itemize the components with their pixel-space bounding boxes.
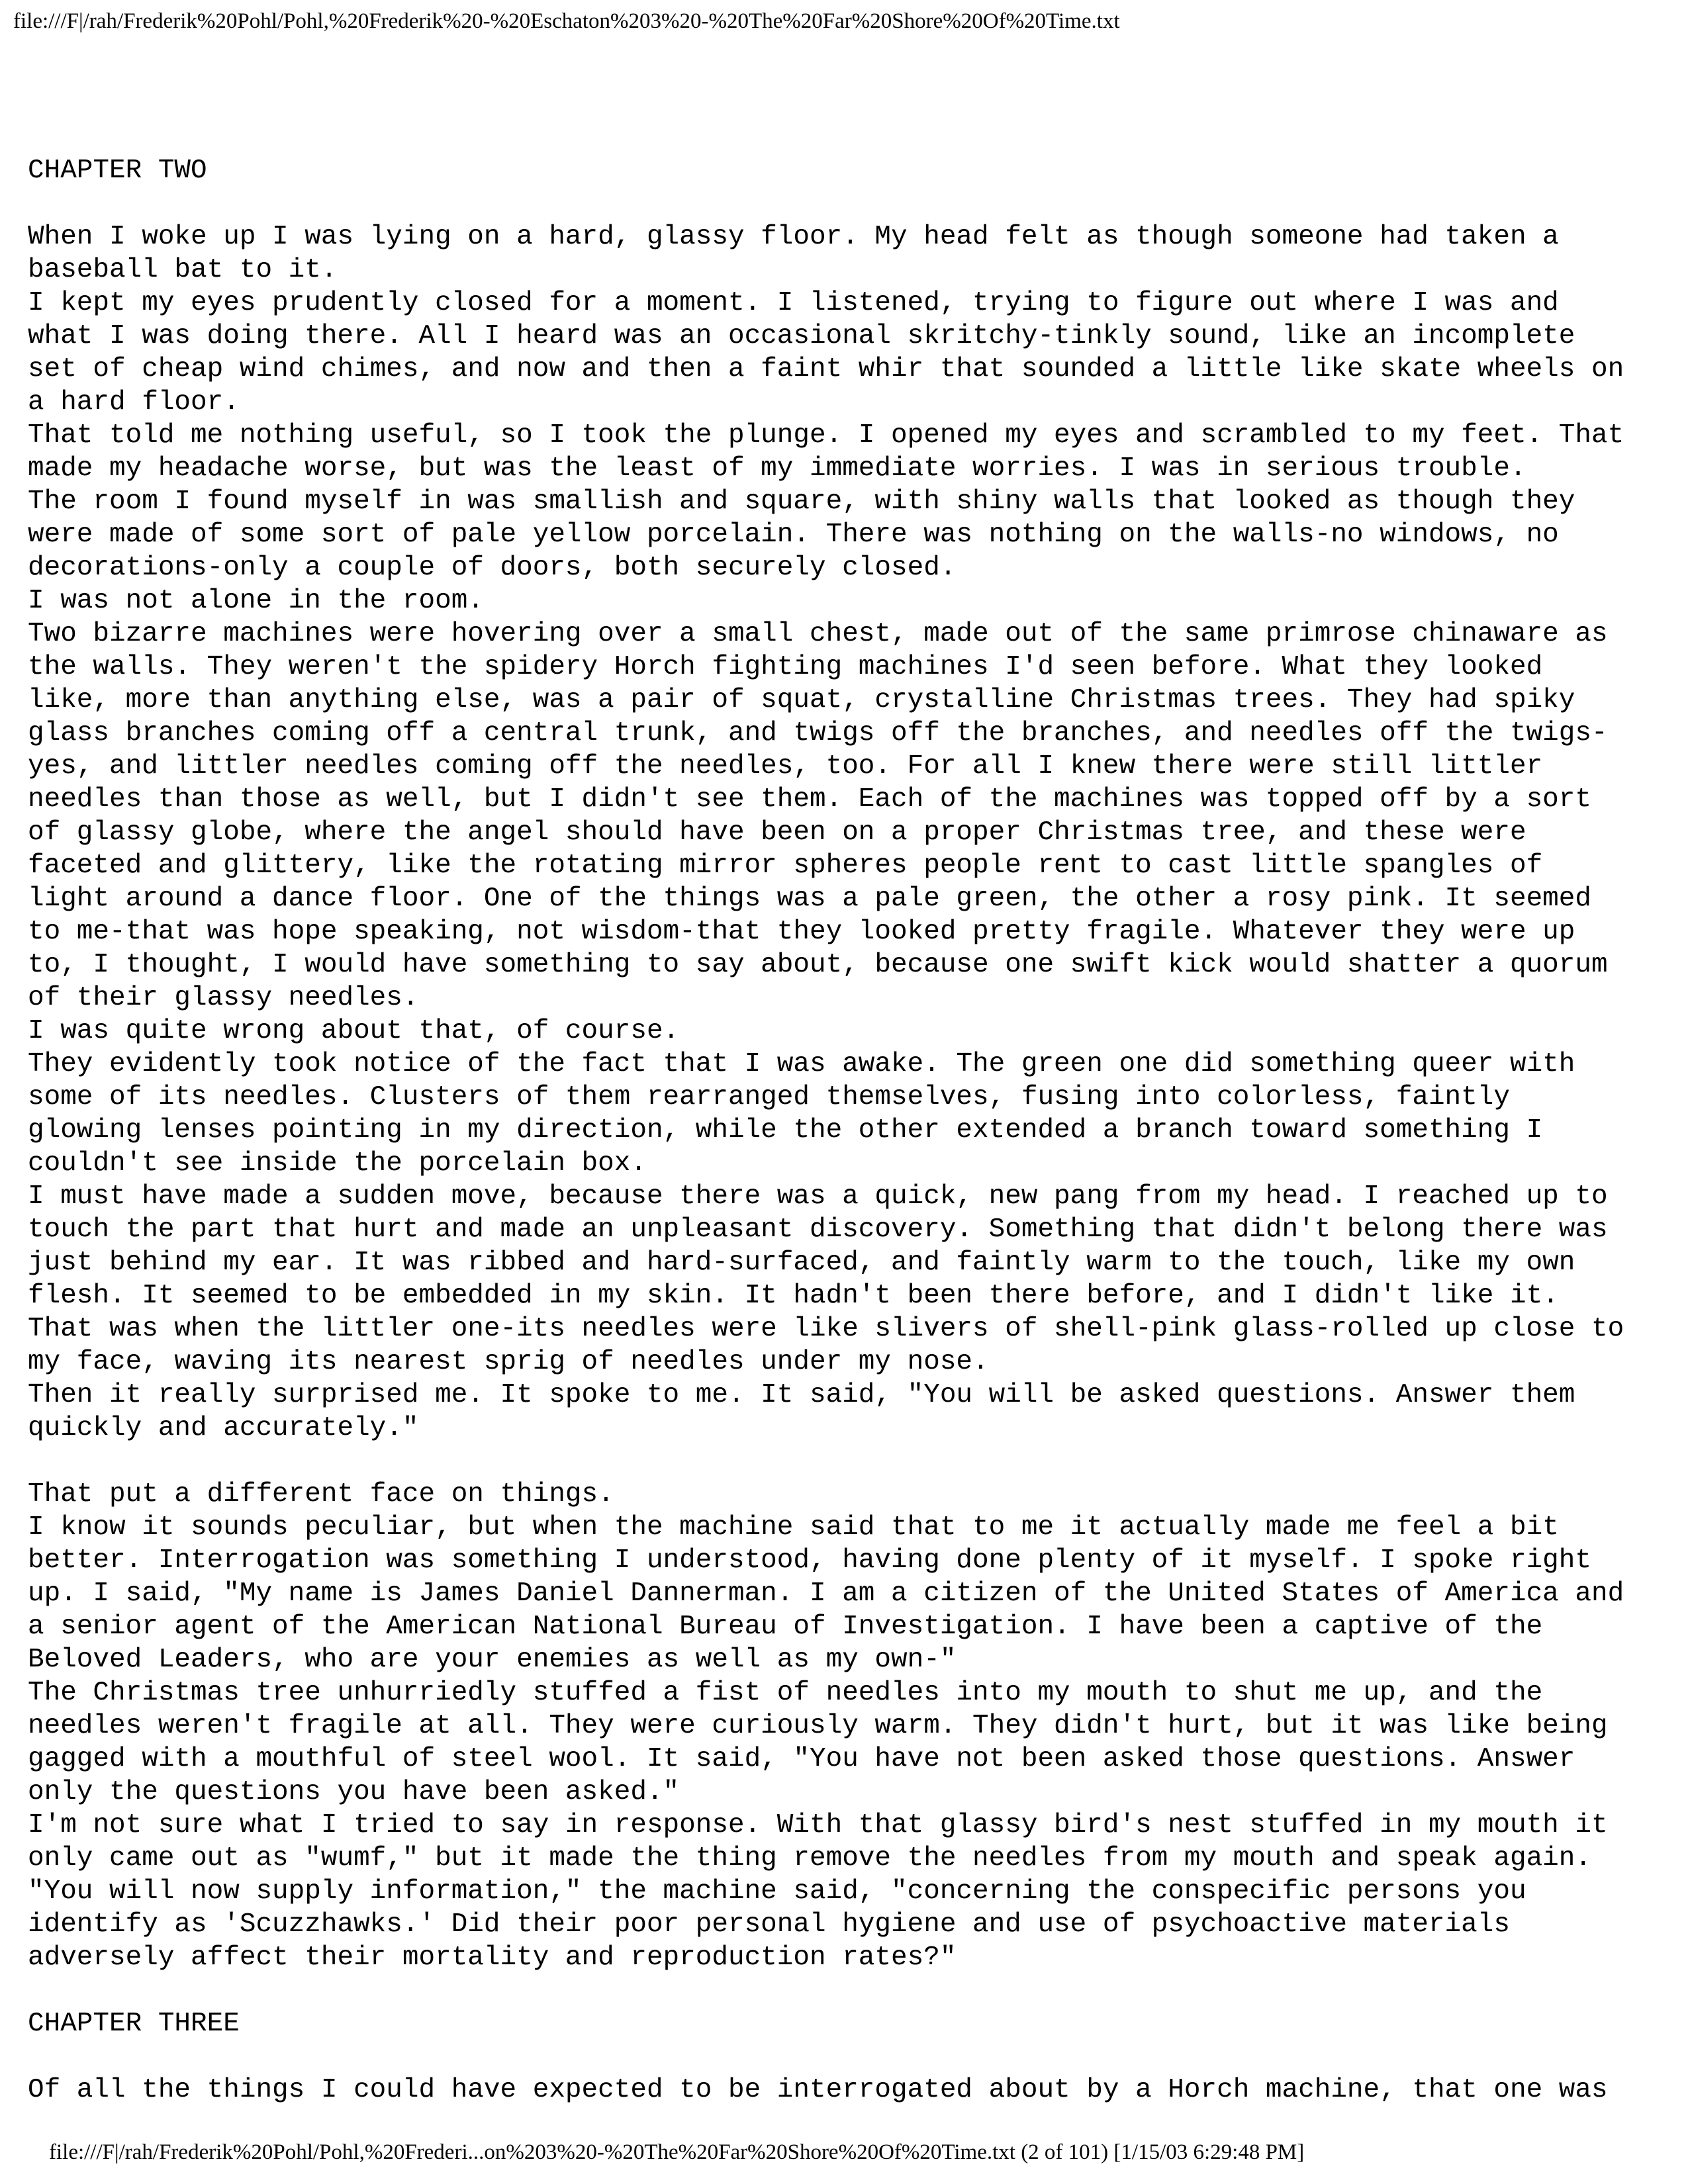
- text-line: were made of some sort of pale yellow porcelain. There was nothing on the walls-no windows, no: [28, 520, 1559, 550]
- text-line: my face, waving its nearest sprig of needles under my nose.: [28, 1347, 989, 1377]
- text-line: I kept my eyes prudently closed for a moment. I listened, trying to figure out where I was and: [28, 288, 1559, 318]
- text-line: made my headache worse, but was the least of my immediate worries. I was in serious trouble.: [28, 453, 1526, 484]
- text-line: [28, 1445, 1669, 1478]
- text-line: only the questions you have been asked.": [28, 1777, 680, 1807]
- text-line: That told me nothing useful, so I took the plunge. I opened my eyes and scrambled to my feet. That: [28, 420, 1624, 451]
- text-line: They evidently took notice of the fact that I was awake. The green one did something queer with: [28, 1049, 1575, 1079]
- text-line: up. I said, "My name is James Daniel Dannerman. I am a citizen of the United States of America and: [28, 1578, 1624, 1609]
- text-line: "You will now supply information," the machine said, "concerning the conspecific persons you: [28, 1876, 1526, 1907]
- text-line: of their glassy needles.: [28, 983, 419, 1013]
- text-line: That put a different face on things.: [28, 1479, 614, 1510]
- text-line: CHAPTER TWO: [28, 156, 207, 186]
- text-line: When I woke up I was lying on a hard, glassy floor. My head felt as though someone had taken a: [28, 222, 1559, 252]
- text-line: needles than those as well, but I didn't see them. Each of the machines was topped off by a sort: [28, 784, 1591, 815]
- text-line: CHAPTER THREE: [28, 2009, 240, 2039]
- text-line: a hard floor.: [28, 387, 240, 418]
- text-line: Beloved Leaders, who are your enemies as well as my own-": [28, 1645, 957, 1675]
- text-line: what I was doing there. All I heard was an occasional skritchy-tinkly sound, like an incomplete: [28, 321, 1575, 351]
- text-line: yes, and littler needles coming off the needles, too. For all I knew there were still littler: [28, 751, 1543, 782]
- text-line: I must have made a sudden move, because there was a quick, new pang from my head. I reached up to: [28, 1181, 1608, 1212]
- text-line: baseball bat to it.: [28, 255, 338, 285]
- text-line: gagged with a mouthful of steel wool. It said, "You have not been asked those questions. Answer: [28, 1744, 1575, 1774]
- text-line: glowing lenses pointing in my direction, while the other extended a branch toward something I: [28, 1115, 1543, 1146]
- text-line: I was quite wrong about that, of course.: [28, 1016, 680, 1046]
- text-line: The room I found myself in was smallish and square, with shiny walls that looked as though they: [28, 486, 1575, 517]
- text-line: decorations-only a couple of doors, both securely closed.: [28, 553, 957, 583]
- text-line: adversely affect their mortality and reproduction rates?": [28, 1942, 957, 1973]
- text-line: to, I thought, I would have something to say about, because one swift kick would shatter a quorum: [28, 950, 1608, 980]
- text-line: needles weren't fragile at all. They were curiously warm. They didn't hurt, but it was like being: [28, 1711, 1608, 1741]
- text-line: The Christmas tree unhurriedly stuffed a fist of needles into my mouth to shut me up, and the: [28, 1678, 1543, 1708]
- text-line: of glassy globe, where the angel should have been on a proper Christmas tree, and these were: [28, 817, 1526, 848]
- text-line: I'm not sure what I tried to say in response. With that glassy bird's nest stuffed in my mouth it: [28, 1810, 1608, 1841]
- footer-file-url-page-info: file:///F|/rah/Frederik%20Pohl/Pohl,%20Frederi...on%203%20-%20The%20Far%20Shore%20Of%20Time.txt (2 of 101) [1/15/03 6:29:48 PM]: [49, 2140, 1305, 2164]
- text-line: Two bizarre machines were hovering over a small chest, made out of the same primrose chinaware as: [28, 619, 1608, 649]
- text-line: Of all the things I could have expected to be interrogated about by a Horch machine, that one was: [28, 2075, 1608, 2105]
- text-line: some of its needles. Clusters of them rearranged themselves, fusing into colorless, faintly: [28, 1082, 1510, 1113]
- text-line: identify as 'Scuzzhawks.' Did their poor personal hygiene and use of psychoactive materials: [28, 1909, 1510, 1940]
- text-line: just behind my ear. It was ribbed and hard-surfaced, and faintly warm to the touch, like my own: [28, 1248, 1575, 1278]
- text-line: light around a dance floor. One of the things was a pale green, the other a rosy pink. It seemed: [28, 884, 1591, 914]
- text-line: That was when the littler one-its needles were like slivers of shell-pink glass-rolled up close to: [28, 1314, 1624, 1344]
- text-line: glass branches coming off a central trunk, and twigs off the branches, and needles off the twigs-: [28, 718, 1608, 749]
- header-file-url: file:///F|/rah/Frederik%20Pohl/Pohl,%20Frederik%20-%20Eschaton%203%20-%20The%20Far%20Shore%20Of%20Time.txt: [13, 9, 1120, 33]
- text-line: couldn't see inside the porcelain box.: [28, 1148, 647, 1179]
- text-line: Then it really surprised me. It spoke to me. It said, "You will be asked questions. Answer them: [28, 1380, 1575, 1410]
- text-line: I know it sounds peculiar, but when the machine said that to me it actually made me feel a bit: [28, 1512, 1559, 1543]
- text-line: [28, 2040, 1669, 2073]
- text-line: faceted and glittery, like the rotating mirror spheres people rent to cast little spangles of: [28, 850, 1543, 881]
- text-line: touch the part that hurt and made an unpleasant discovery. Something that didn't belong there was: [28, 1214, 1608, 1245]
- text-line: flesh. It seemed to be embedded in my skin. It hadn't been there before, and I didn't like it.: [28, 1281, 1559, 1311]
- text-line: like, more than anything else, was a pair of squat, crystalline Christmas trees. They had spiky: [28, 685, 1575, 715]
- text-line: [28, 187, 1669, 220]
- text-line: [28, 1974, 1669, 2007]
- text-line: set of cheap wind chimes, and now and then a faint whir that sounded a little like skate wheels on: [28, 354, 1624, 385]
- text-line: a senior agent of the American National Bureau of Investigation. I have been a captive of the: [28, 1612, 1543, 1642]
- text-line: I was not alone in the room.: [28, 586, 484, 616]
- text-line: quickly and accurately.": [28, 1413, 419, 1443]
- text-line: to me-that was hope speaking, not wisdom-that they looked pretty fragile. Whatever they were up: [28, 917, 1575, 947]
- text-line: only came out as "wumf," but it made the thing remove the needles from my mouth and speak again.: [28, 1843, 1591, 1874]
- text-line: the walls. They weren't the spidery Horch fighting machines I'd seen before. What they looked: [28, 652, 1543, 682]
- text-line: better. Interrogation was something I understood, having done plenty of it myself. I spoke right: [28, 1545, 1591, 1576]
- document-body: [28, 154, 1669, 2107]
